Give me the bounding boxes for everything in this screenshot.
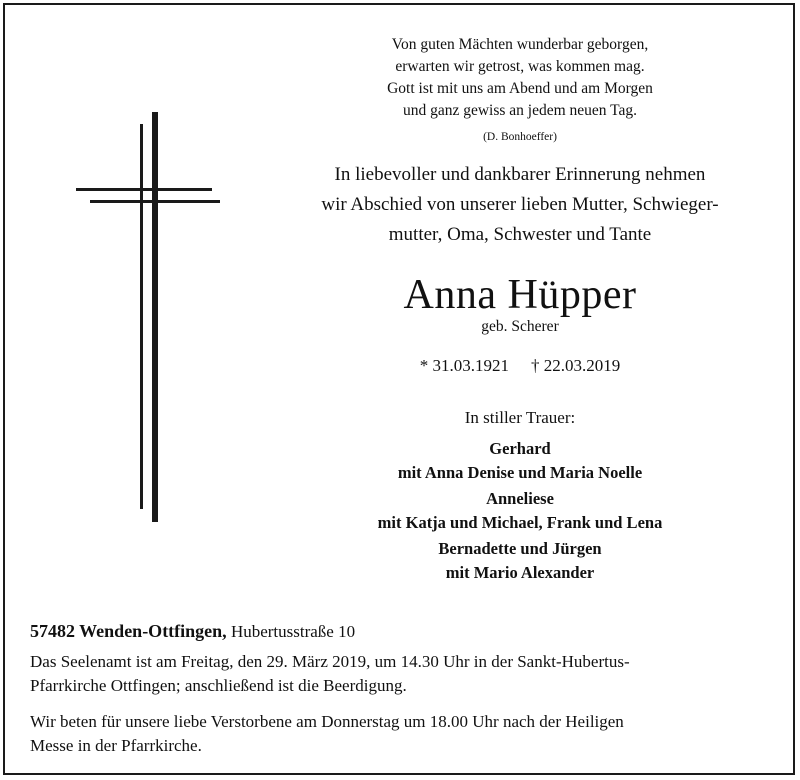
- mourner-relatives: mit Anna Denise und Maria Noelle: [397, 463, 643, 482]
- funeral-notice: [30, 650, 775, 698]
- death-date: † 22.03.2019: [531, 356, 621, 375]
- mourner-relatives: mit Katja und Michael, Frank und Lena: [377, 513, 663, 532]
- intro-line: wir Abschied von unserer lieben Mutter, Schwieger-: [321, 194, 719, 215]
- notice-line: Das Seelenamt ist am Freitag, den 29. März 2019, um 14.30 Uhr in der Sankt-Hubertus-: [30, 652, 630, 671]
- mourner-name: Gerhard: [489, 439, 551, 458]
- address-city: 57482 Wenden-Ottfingen,: [30, 621, 227, 641]
- notice-line: Pfarrkirche Ottfingen; anschließend ist die Beerdigung.: [30, 676, 407, 695]
- mourner-family: [280, 487, 760, 535]
- mourner-relatives: mit Mario Alexander: [445, 563, 595, 582]
- cross-icon: [70, 110, 220, 520]
- notice-line: Messe in der Pfarrkirche.: [30, 736, 202, 755]
- mourner-name: Anneliese: [486, 489, 554, 508]
- poem-line: Von guten Mächten wunderbar geborgen,: [391, 36, 649, 53]
- notice-line: Wir beten für unsere liebe Verstorbene am Donnerstag um 18.00 Uhr nach der Heiligen: [30, 712, 624, 731]
- family-address: [30, 619, 775, 644]
- poem-line: und ganz gewiss an jedem neuen Tag.: [402, 102, 638, 119]
- mourning-heading: In stiller Trauer:: [464, 408, 576, 427]
- mourner-family: [280, 437, 760, 485]
- mourner-name: Bernadette und Jürgen: [438, 539, 602, 558]
- poem-source: (D. Bonhoeffer): [483, 131, 557, 143]
- mourners-list: [280, 437, 760, 587]
- birth-date: * 31.03.1921: [419, 356, 509, 375]
- address-street: Hubertusstraße 10: [230, 622, 356, 641]
- intro-line: In liebevoller und dankbarer Erinnerung nehmen: [334, 164, 706, 185]
- maiden-name: geb. Scherer: [481, 318, 559, 335]
- poem-line: Gott ist mit uns am Abend und am Morgen: [387, 80, 653, 97]
- deceased-name: Anna Hüpper: [403, 272, 637, 318]
- prayer-notice: [30, 710, 775, 758]
- intro-line: mutter, Oma, Schwester und Tante: [388, 224, 652, 245]
- life-dates: [280, 356, 760, 376]
- mourner-family: [280, 537, 760, 585]
- farewell-intro: [280, 160, 760, 250]
- bonhoeffer-poem: [280, 34, 760, 122]
- poem-line: erwarten wir getrost, was kommen mag.: [395, 58, 645, 75]
